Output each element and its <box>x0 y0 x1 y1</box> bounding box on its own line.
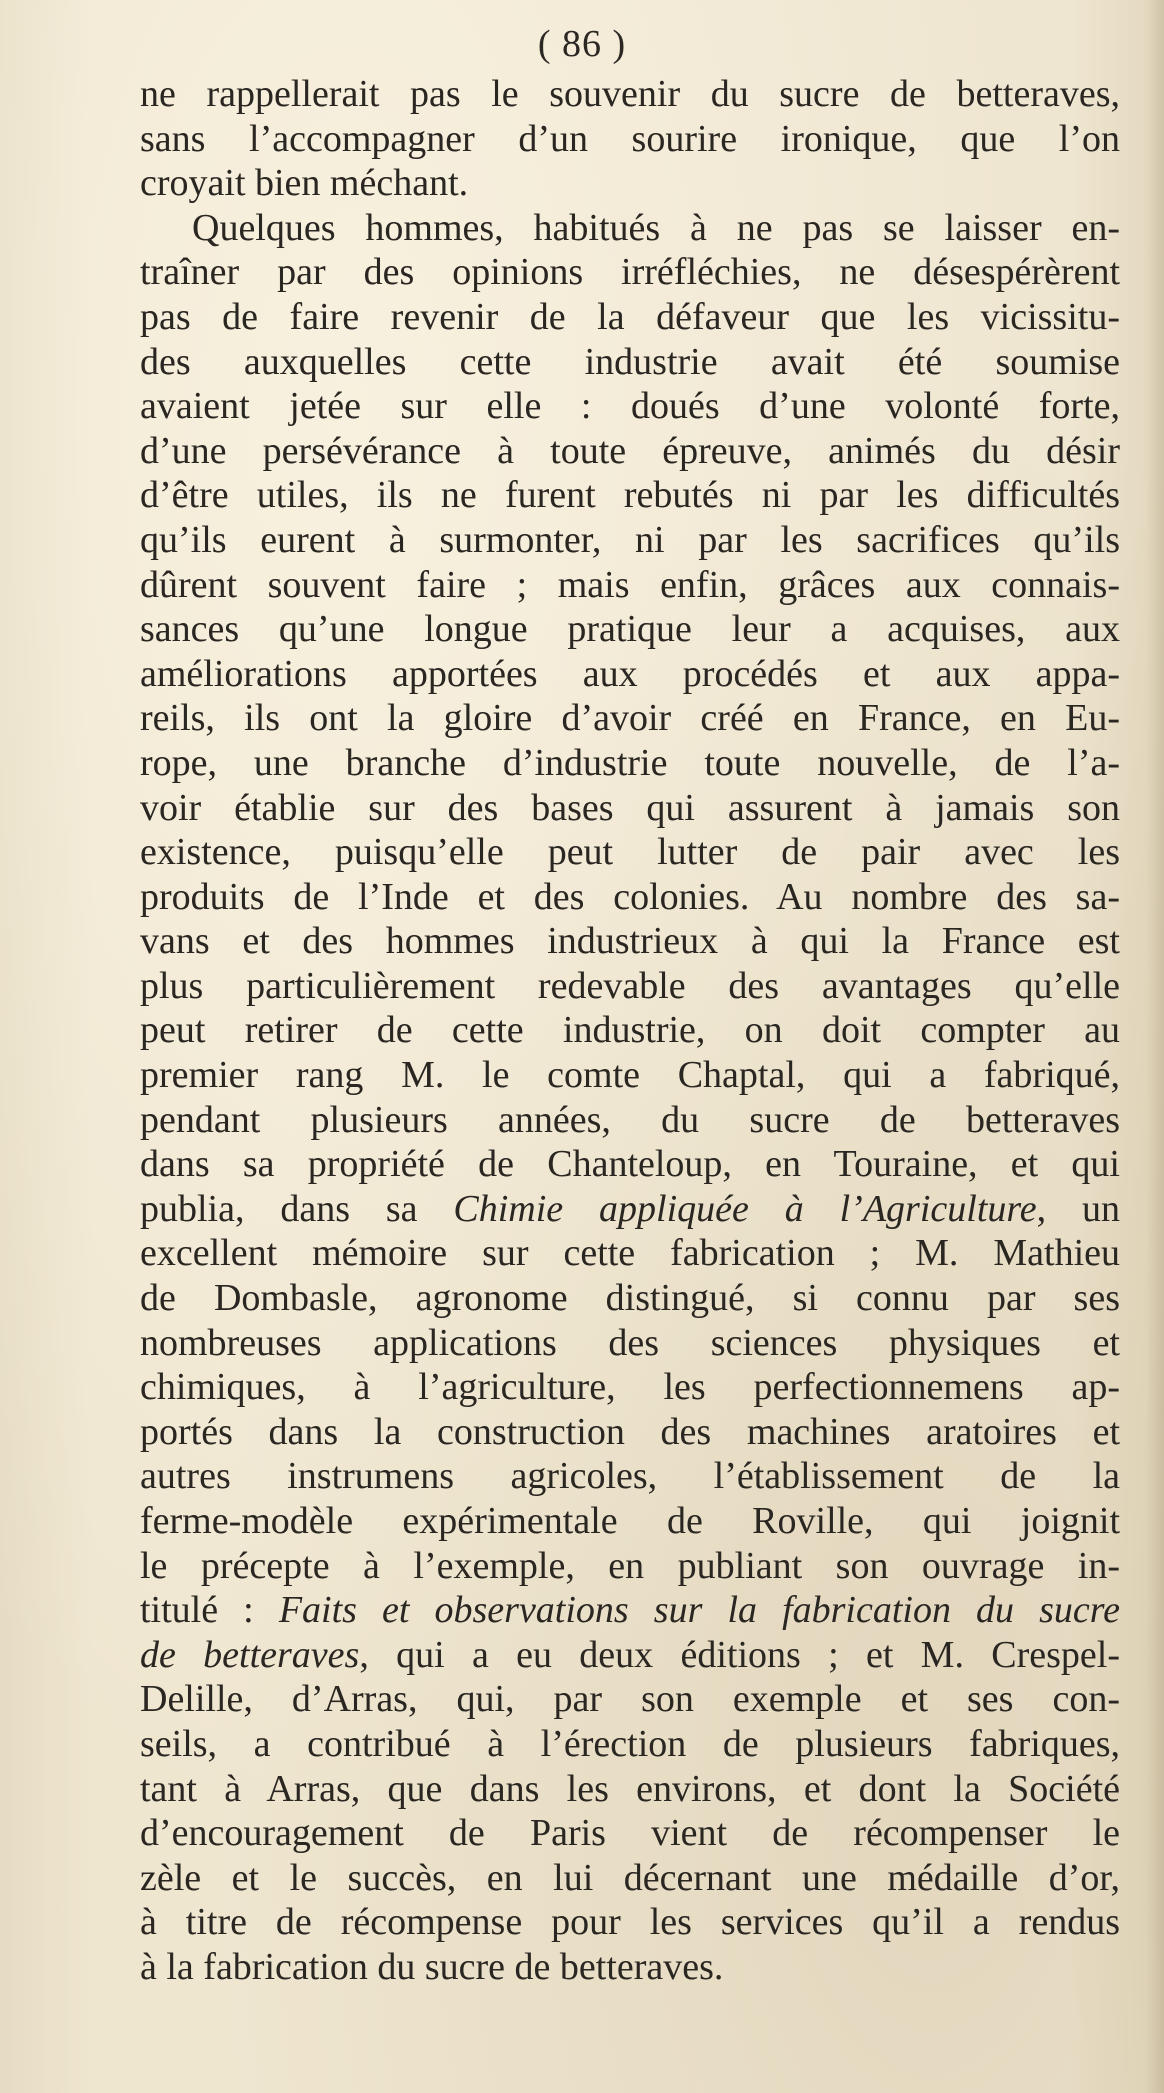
text-line <box>140 875 1120 920</box>
text-line <box>140 1098 1120 1143</box>
text-line <box>140 340 1120 385</box>
text-line <box>140 1945 1120 1990</box>
line-text: produits de l’Inde et des colonies. Au nombre des sa- <box>140 875 1120 918</box>
line-text: zèle et le succès, en lui décernant une médaille d’or, <box>140 1856 1120 1899</box>
text-line <box>140 1811 1120 1856</box>
line-text: croyait bien méchant. <box>140 162 469 205</box>
text-line <box>140 384 1120 429</box>
line-text: le précepte à l’exemple, en publiant son ouvrage in- <box>140 1544 1120 1587</box>
line-text: voir établie sur des bases qui assurent à jamais son <box>140 786 1120 829</box>
line-text: autres instrumens agricoles, l’établissement de la <box>140 1455 1120 1498</box>
line-text: , qui a eu deux éditions ; et M. Crespel- <box>359 1633 1120 1676</box>
line-text: de Dombasle, agronome distingué, si connu par ses <box>140 1277 1120 1320</box>
line-text: rope, une branche d’industrie toute nouvelle, de l’a- <box>140 741 1120 784</box>
line-text: ne rappellerait pas le souvenir du sucre de betteraves, <box>140 73 1120 115</box>
text-line <box>140 1499 1120 1544</box>
line-text: Quelques hommes, habitués à ne pas se laisser en- <box>192 206 1120 249</box>
text-line <box>140 652 1120 697</box>
line-text: des auxquelles cette industrie avait été soumise <box>140 340 1120 383</box>
line-text: ferme-modèle expérimentale de Roville, qui joignit <box>140 1500 1120 1542</box>
italic-title-text: Faits et observations sur la fabrication du sucre <box>278 1589 1121 1632</box>
line-text: améliorations apportées aux procédés et aux appa- <box>140 652 1120 695</box>
text-line <box>140 607 1120 652</box>
text-line <box>140 1365 1120 1410</box>
line-text: d’être utiles, ils ne furent rebutés ni par les difficultés <box>140 474 1120 517</box>
line-text: à titre de récompense pour les services qu’il a rendus <box>140 1901 1120 1944</box>
text-line <box>140 161 1120 206</box>
text-line <box>140 696 1120 741</box>
line-text: Delille, d’Arras, qui, par son exemple et ses con- <box>140 1678 1120 1721</box>
text-line <box>140 1767 1120 1812</box>
text-line <box>140 964 1120 1009</box>
text-line <box>140 1142 1120 1187</box>
text-line <box>140 1722 1120 1767</box>
line-text: plus particulièrement redevable des avantages qu’elle <box>140 964 1120 1007</box>
line-text: titulé : <box>140 1589 279 1632</box>
text-line <box>140 1276 1120 1321</box>
text-line <box>140 1633 1120 1678</box>
line-text: pendant plusieurs années, du sucre de betteraves <box>140 1098 1120 1141</box>
line-text: à la fabrication du sucre de betteraves. <box>140 1945 724 1988</box>
line-text: peut retirer de cette industrie, on doit compter au <box>140 1009 1120 1052</box>
line-text: qu’ils eurent à surmonter, ni par les sacrifices qu’ils <box>140 518 1120 561</box>
line-text: dans sa propriété de Chanteloup, en Touraine, et qui <box>140 1143 1120 1186</box>
text-line <box>140 1410 1120 1455</box>
italic-title-text: Chimie appliquée à l’Agriculture <box>453 1187 1037 1230</box>
page-edge-shadow <box>1146 0 1164 2093</box>
text-line <box>140 206 1120 251</box>
text-line <box>140 295 1120 340</box>
page-number: ( 86 ) <box>537 23 627 65</box>
text-line <box>140 1053 1120 1098</box>
line-text: seils, a contribué à l’érection de plusieurs fabriques, <box>140 1722 1120 1765</box>
line-text: sans l’accompagner d’un sourire ironique, que l’on <box>140 117 1120 160</box>
text-line <box>140 741 1120 786</box>
text-line <box>140 1677 1120 1722</box>
line-text: premier rang M. le comte Chaptal, qui a fabriqué, <box>140 1054 1120 1097</box>
line-text: traîner par des opinions irréfléchies, ne désespérèrent <box>140 251 1120 294</box>
line-text: d’encouragement de Paris vient de récompenser le <box>140 1812 1120 1855</box>
text-line <box>140 518 1120 563</box>
line-text: pas de faire revenir de la défaveur que les vicissitu- <box>140 295 1120 338</box>
line-text: , un <box>1036 1187 1120 1230</box>
body-text <box>140 72 1120 1990</box>
text-line <box>140 1588 1120 1633</box>
italic-title-text: de betteraves <box>140 1633 360 1676</box>
text-line <box>140 786 1120 831</box>
text-line <box>140 1008 1120 1053</box>
text-line <box>140 250 1120 295</box>
text-line <box>140 117 1120 162</box>
text-line <box>140 1900 1120 1945</box>
text-line <box>140 473 1120 518</box>
text-line <box>140 72 1120 117</box>
line-text: dûrent souvent faire ; mais enfin, grâces aux connais- <box>140 563 1120 606</box>
text-line <box>140 429 1120 474</box>
text-line <box>140 563 1120 608</box>
line-text: d’une persévérance à toute épreuve, animés du désir <box>140 429 1120 472</box>
text-line <box>140 830 1120 875</box>
line-text: portés dans la construction des machines aratoires et <box>140 1410 1120 1453</box>
line-text: vans et des hommes industrieux à qui la France est <box>140 920 1120 963</box>
text-line <box>140 919 1120 964</box>
text-line <box>140 1544 1120 1589</box>
line-text: excellent mémoire sur cette fabrication ; M. Mathieu <box>140 1232 1120 1275</box>
line-text: publia, dans sa <box>140 1187 454 1230</box>
text-line <box>140 1187 1120 1232</box>
line-text: tant à Arras, que dans les environs, et dont la Société <box>140 1767 1120 1810</box>
line-text: existence, puisqu’elle peut lutter de pair avec les <box>140 831 1120 874</box>
text-line <box>140 1321 1120 1366</box>
text-line <box>140 1454 1120 1499</box>
line-text: chimiques, à l’agriculture, les perfectionnemens ap- <box>140 1366 1120 1409</box>
text-line <box>140 1856 1120 1901</box>
line-text: sances qu’une longue pratique leur a acquises, aux <box>140 608 1120 651</box>
line-text: nombreuses applications des sciences physiques et <box>140 1321 1120 1364</box>
line-text: reils, ils ont la gloire d’avoir créé en France, en Eu- <box>140 697 1120 740</box>
text-line <box>140 1231 1120 1276</box>
line-text: avaient jetée sur elle : doués d’une volonté forte, <box>140 385 1120 428</box>
